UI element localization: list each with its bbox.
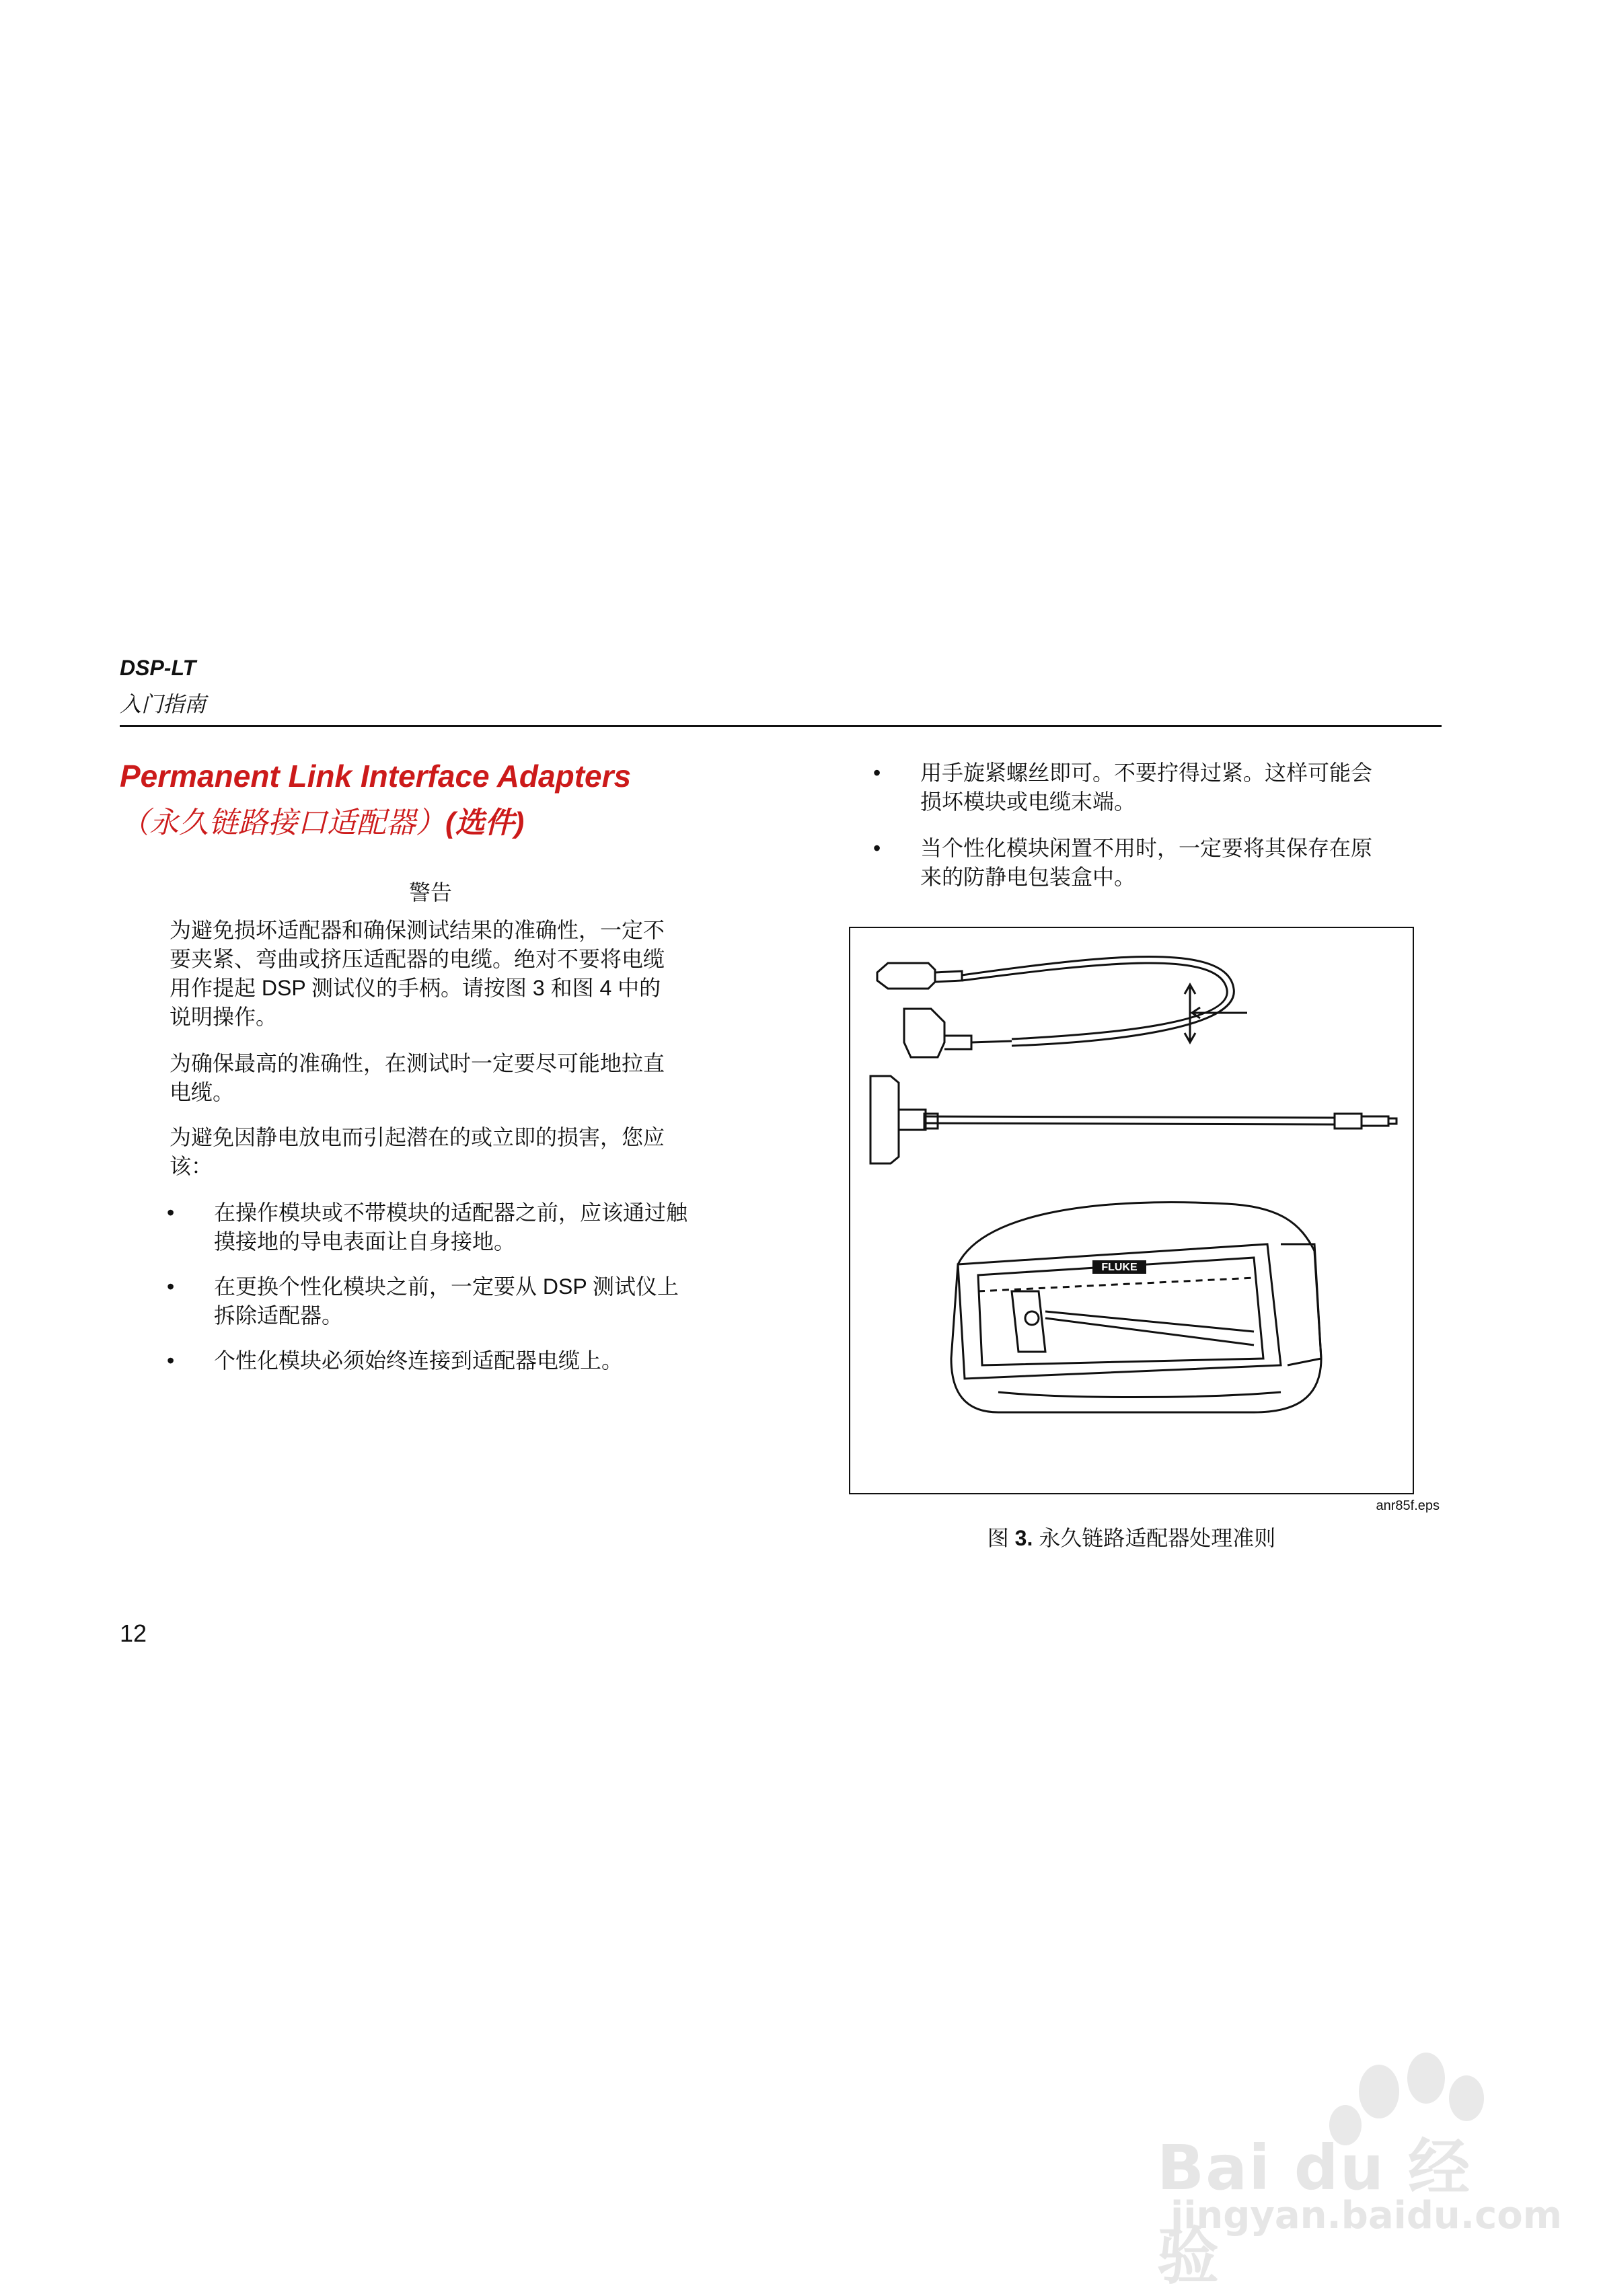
figure-file-name: anr85f.eps (1376, 1498, 1440, 1513)
watermark-brand: Bai du 经验 (1157, 2132, 1472, 2293)
page-number: 12 (120, 1619, 147, 1647)
bullet-text: 当个性化模块闲置不用时，一定要将其保存在原来的防静电包装盒中。 (920, 836, 1373, 889)
warning-paragraph: 为确保最高的准确性，在测试时一定要尽可能地拉直电缆。 (170, 1051, 665, 1104)
bullet-text: 用手旋紧螺丝即可。不要拧得过紧。这样可能会损坏模块或电缆末端。 (920, 761, 1373, 814)
storage-case (951, 1202, 1321, 1412)
figure-caption-text: 永久链路适配器处理准则 (1033, 1526, 1276, 1550)
watermark (1144, 2044, 1563, 2293)
running-header-title: DSP-LT (120, 656, 196, 680)
section-subtitle (120, 798, 524, 841)
adapter-cable-straight (870, 1076, 1397, 1163)
figure-caption-prefix: 图 (987, 1526, 1015, 1550)
figure-illustration (849, 927, 1414, 1494)
watermark-url: jingyan.baidu.com (1170, 2194, 1563, 2237)
section-subtitle-option: (选件) (445, 806, 525, 839)
bullet-icon: • (167, 1274, 175, 1299)
section-title: Permanent Link Interface Adapters (120, 759, 632, 794)
bullet-icon: • (167, 1348, 175, 1373)
bullet-text: 在操作模块或不带模块的适配器之前，应该通过触摸接地的导电表面让自身接地。 (214, 1200, 688, 1254)
bullet-icon: • (873, 836, 881, 860)
warning-title: 警告 (408, 880, 452, 905)
section-subtitle-main: （永久链路接口适配器） (120, 806, 445, 839)
header-rule (120, 725, 1442, 727)
bullet-text: 在更换个性化模块之前，一定要从 DSP 测试仪上拆除适配器。 (214, 1274, 679, 1328)
bullet-text: 个性化模块必须始终连接到适配器电缆上。 (214, 1348, 624, 1373)
running-header-subtitle: 入门指南 (120, 692, 207, 716)
bullet-icon: • (873, 761, 881, 785)
bullet-icon: • (167, 1200, 175, 1225)
adapter-handling-drawing (850, 928, 1415, 1496)
warning-paragraph: 为避免因静电放电而引起潜在的或立即的损害，您应该： (170, 1125, 665, 1178)
figure-caption-number: 3. (1014, 1526, 1033, 1550)
figure-caption (849, 1521, 1414, 1552)
case-logo: FLUKE (1101, 1262, 1138, 1273)
warning-paragraph: 为避免损坏适配器和确保测试结果的准确性，一定不要夹紧、弯曲或挤压适配器的电缆。绝对不要将电缆用作提起 DSP 测试仪的手柄。请按图 3 和图 4 中的说明操作。 (170, 918, 665, 1029)
adapter-cable-loop (877, 957, 1247, 1058)
